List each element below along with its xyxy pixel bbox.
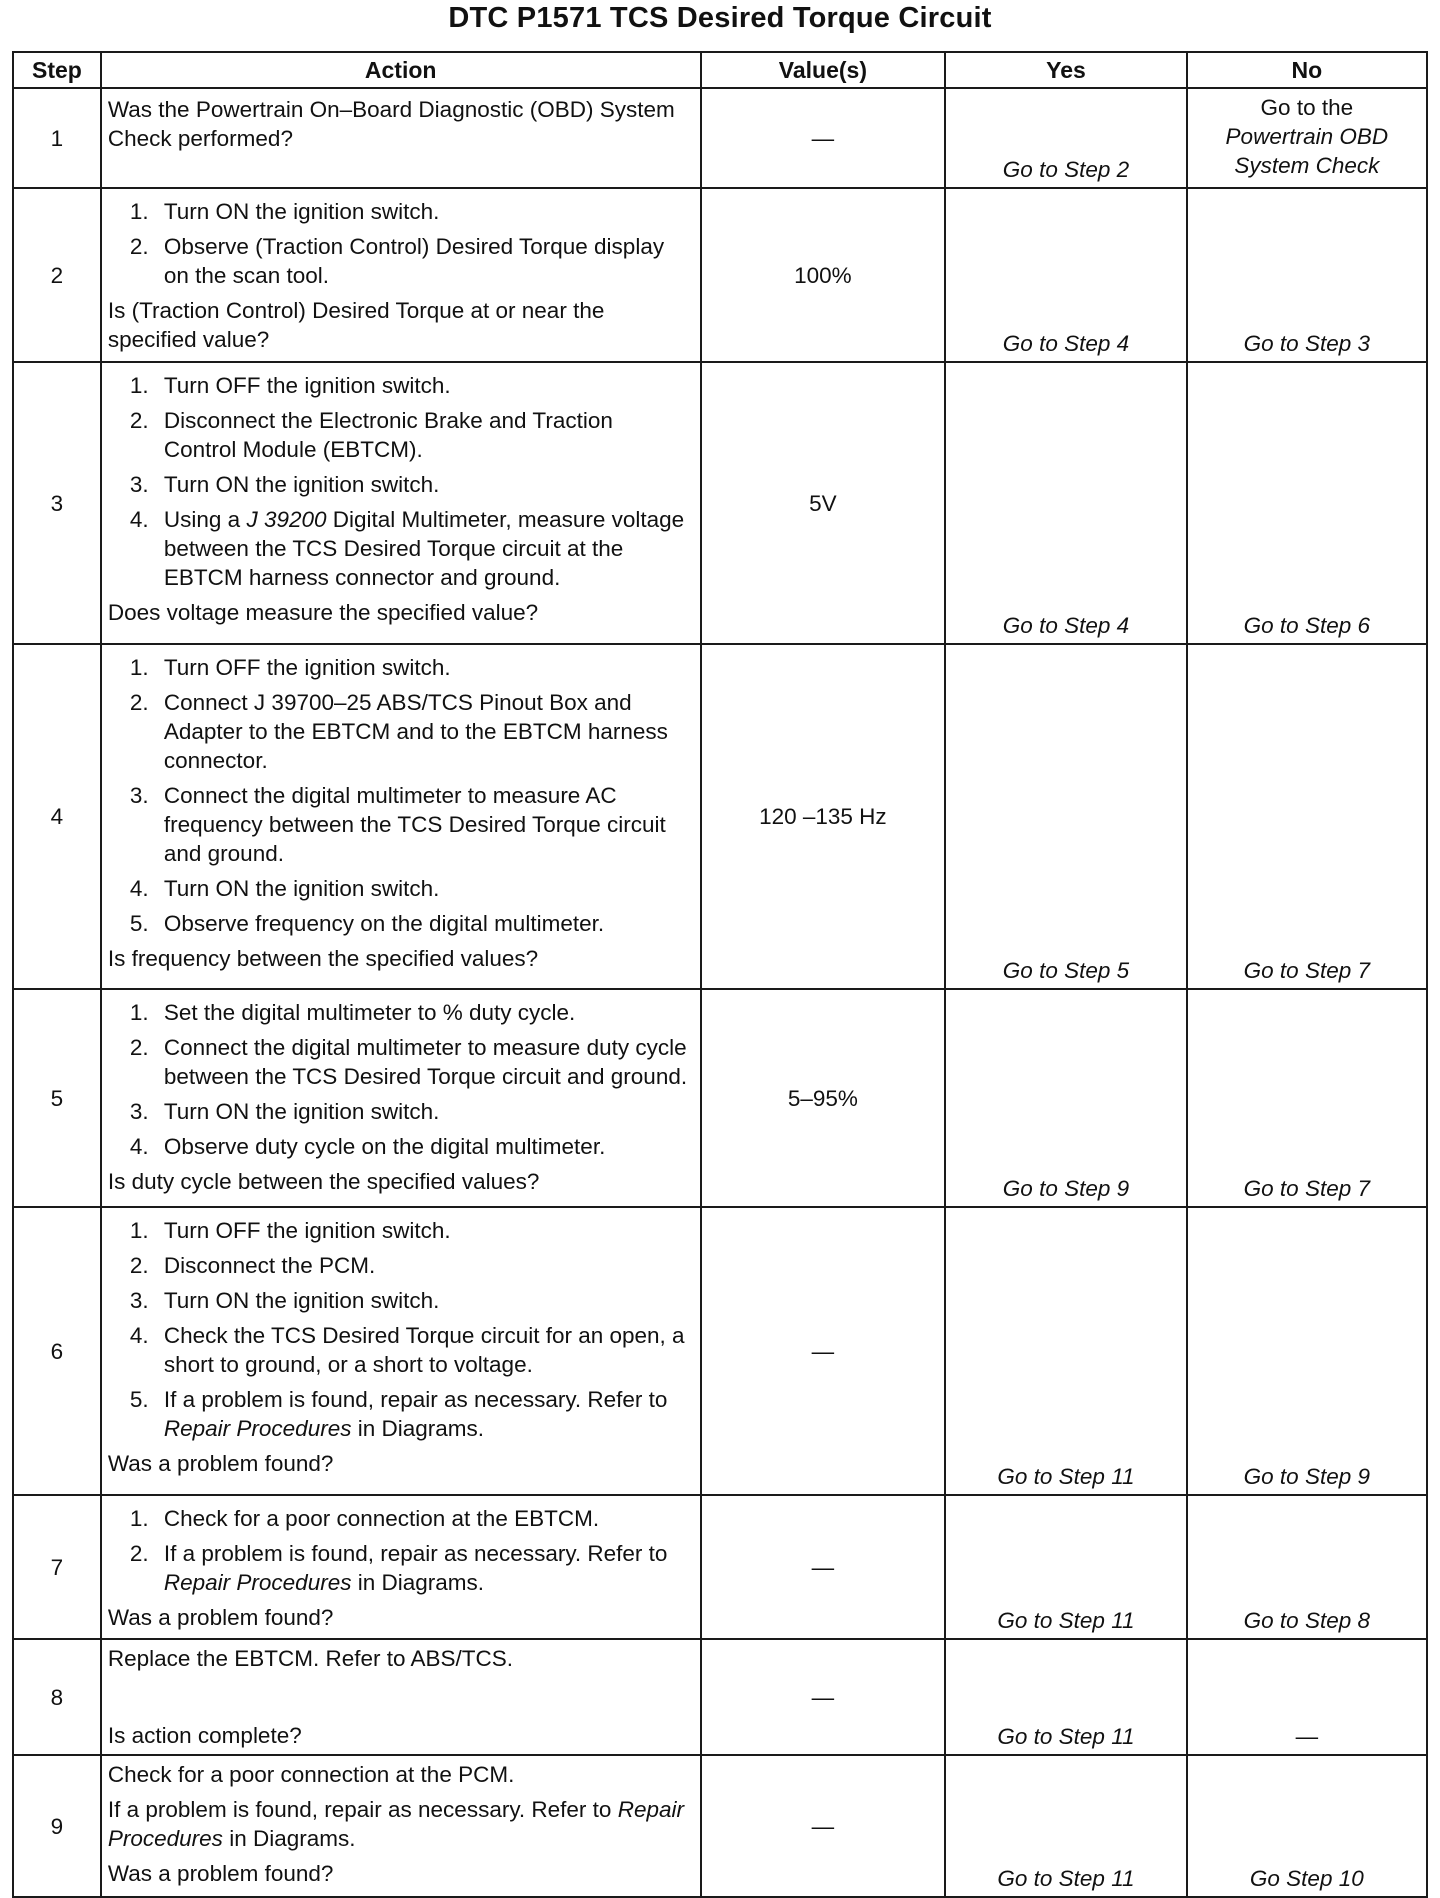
- no-cell: Go to Step 9: [1187, 1207, 1427, 1495]
- table-row: [13, 989, 1427, 1207]
- action-question: Was a problem found?: [107, 1451, 334, 1476]
- value-cell: 120 –135 Hz: [701, 644, 946, 989]
- action-cell: [101, 1495, 701, 1639]
- value-cell: 100%: [701, 188, 946, 362]
- action-text: Check for a poor connection at the PCM.: [107, 1762, 515, 1787]
- doc-reference: Repair Procedures: [163, 1416, 352, 1441]
- action-cell: [101, 1207, 701, 1495]
- no-cell: Go to Step 3: [1187, 188, 1427, 362]
- doc-reference: Repair Procedures: [163, 1570, 352, 1595]
- action-item: 1. Check for a poor connection at the EBTCM.: [129, 1506, 600, 1531]
- header-action: Action: [101, 52, 701, 88]
- no-line: System Check: [1234, 153, 1380, 178]
- no-line: Powertrain OBD: [1225, 124, 1389, 149]
- yes-cell: Go to Step 4: [945, 362, 1186, 644]
- yes-cell: Go to Step 11: [945, 1495, 1186, 1639]
- step-number: 8: [13, 1639, 101, 1755]
- step-number: 4: [13, 644, 101, 989]
- table-row: [13, 1495, 1427, 1639]
- action-item: 2. Disconnect the Electronic Brake and Traction Control Module (EBTCM).: [129, 408, 613, 462]
- action-question: Is action complete?: [107, 1723, 302, 1748]
- action-item: 3. Turn ON the ignition switch.: [129, 1288, 440, 1313]
- action-item: 1. Turn OFF the ignition switch.: [129, 1218, 451, 1243]
- step-number: 9: [13, 1755, 101, 1897]
- action-item: 4. Check the TCS Desired Torque circuit for an open, a short to ground, or a short to voltage.: [129, 1323, 685, 1377]
- action-item: 2. Disconnect the PCM.: [129, 1253, 376, 1278]
- yes-cell: Go to Step 11: [945, 1639, 1186, 1755]
- table-row: [13, 1207, 1427, 1495]
- step-number: 3: [13, 362, 101, 644]
- yes-cell: Go to Step 11: [945, 1207, 1186, 1495]
- no-cell: —: [1187, 1639, 1427, 1755]
- action-question: Is frequency between the specified values?: [107, 946, 539, 971]
- action-item: 1. Turn OFF the ignition switch.: [129, 373, 451, 398]
- action-item: 1. Turn OFF the ignition switch.: [129, 655, 451, 680]
- yes-cell: Go to Step 2: [945, 88, 1186, 188]
- value-cell: 5–95%: [701, 989, 946, 1207]
- action-text: Replace the EBTCM. Refer to ABS/TCS.: [107, 1646, 514, 1671]
- action-question: Is duty cycle between the specified values?: [107, 1169, 540, 1194]
- action-item: 2. Connect J 39700–25 ABS/TCS Pinout Box and Adapter to the EBTCM and to the EBTCM harness connector.: [129, 690, 668, 773]
- action-cell: [101, 88, 701, 188]
- step-number: 2: [13, 188, 101, 362]
- table-row: [13, 1639, 1427, 1755]
- action-item: 2. If a problem is found, repair as necessary. Refer to Repair Procedures in Diagrams.: [129, 1541, 668, 1595]
- action-item: 3. Turn ON the ignition switch.: [129, 472, 440, 497]
- header-no: No: [1187, 52, 1427, 88]
- action-cell: [101, 1639, 701, 1755]
- value-cell: —: [701, 1639, 946, 1755]
- action-cell: [101, 1755, 701, 1897]
- value-cell: —: [701, 1207, 946, 1495]
- header-yes: Yes: [945, 52, 1186, 88]
- action-item: 3. Turn ON the ignition switch.: [129, 1099, 440, 1124]
- action-item: 2. Observe (Traction Control) Desired Torque display on the scan tool.: [129, 234, 665, 288]
- diagnostic-table: [12, 51, 1428, 1898]
- action-item: 4. Turn ON the ignition switch.: [129, 876, 440, 901]
- action-question: Was a problem found?: [107, 1861, 334, 1886]
- table-row: [13, 1755, 1427, 1897]
- action-item: 4. Using a J 39200 Digital Multimeter, measure voltage between the TCS Desired Torque circuit at the EBTCM harness connector and ground.: [129, 507, 685, 590]
- header-step: Step: [13, 52, 101, 88]
- action-cell: [101, 989, 701, 1207]
- action-question: Was a problem found?: [107, 1605, 334, 1630]
- tool-reference: J 39200: [246, 507, 327, 532]
- yes-cell: Go to Step 11: [945, 1755, 1186, 1897]
- action-item: 1. Turn ON the ignition switch.: [129, 199, 440, 224]
- step-number: 1: [13, 88, 101, 188]
- action-cell: [101, 644, 701, 989]
- action-cell: [101, 188, 701, 362]
- header-values: Value(s): [701, 52, 946, 88]
- table-row: [13, 644, 1427, 989]
- no-cell: [1187, 88, 1427, 188]
- action-item: 2. Connect the digital multimeter to measure duty cycle between the TCS Desired Torque circuit and ground.: [129, 1035, 688, 1089]
- page-title: DTC P1571 TCS Desired Torque Circuit: [448, 2, 992, 34]
- value-cell: —: [701, 88, 946, 188]
- no-cell: Go to Step 6: [1187, 362, 1427, 644]
- value-cell: —: [701, 1495, 946, 1639]
- action-question: Does voltage measure the specified value?: [107, 600, 539, 625]
- action-item: 4. Observe duty cycle on the digital multimeter.: [129, 1134, 606, 1159]
- table-row: [13, 362, 1427, 644]
- action-cell: [101, 362, 701, 644]
- header-row: [13, 52, 1427, 88]
- action-text: If a problem is found, repair as necessary. Refer to Repair Procedures in Diagrams.: [107, 1797, 684, 1851]
- action-item: 5. If a problem is found, repair as necessary. Refer to Repair Procedures in Diagrams.: [129, 1387, 668, 1441]
- value-cell: —: [701, 1755, 946, 1897]
- table-row: [13, 88, 1427, 188]
- doc-reference: Repair Procedures: [107, 1797, 684, 1851]
- no-cell: Go Step 10: [1187, 1755, 1427, 1897]
- step-number: 6: [13, 1207, 101, 1495]
- action-item: 1. Set the digital multimeter to % duty cycle.: [129, 1000, 576, 1025]
- value-cell: 5V: [701, 362, 946, 644]
- yes-cell: Go to Step 5: [945, 644, 1186, 989]
- no-line: Go to the: [1260, 95, 1354, 120]
- action-item: 3. Connect the digital multimeter to measure AC frequency between the TCS Desired Torque circuit and ground.: [129, 783, 666, 866]
- no-cell: Go to Step 7: [1187, 644, 1427, 989]
- action-question: Was the Powertrain On–Board Diagnostic (OBD) System Check performed?: [107, 97, 675, 151]
- action-question: Is (Traction Control) Desired Torque at or near the specified value?: [107, 298, 605, 352]
- step-number: 5: [13, 989, 101, 1207]
- step-number: 7: [13, 1495, 101, 1639]
- yes-cell: Go to Step 9: [945, 989, 1186, 1207]
- action-item: 5. Observe frequency on the digital multimeter.: [129, 911, 605, 936]
- no-cell: Go to Step 7: [1187, 989, 1427, 1207]
- no-cell: Go to Step 8: [1187, 1495, 1427, 1639]
- table-row: [13, 188, 1427, 362]
- yes-cell: Go to Step 4: [945, 188, 1186, 362]
